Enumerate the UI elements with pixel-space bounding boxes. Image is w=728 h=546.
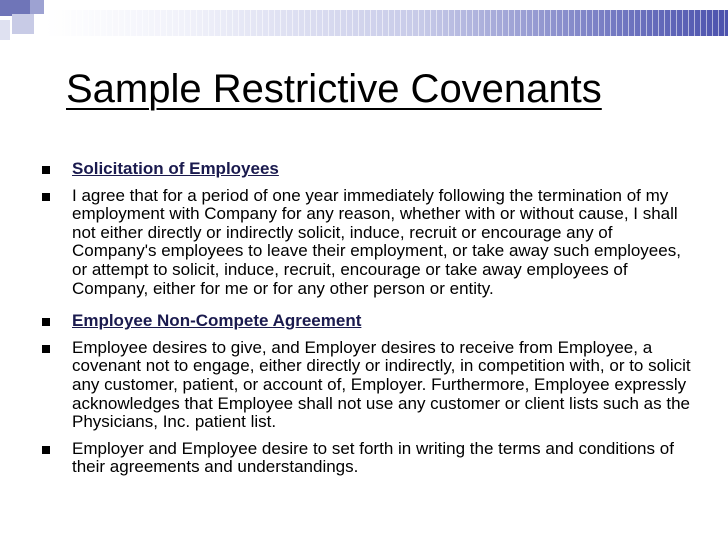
bullet-item-noncompete-body [38, 339, 698, 432]
bullet-item-solicitation-body [38, 187, 698, 299]
square-bullet-icon [42, 193, 50, 201]
square-bullet-icon [42, 318, 50, 326]
bullet-heading-text: Solicitation of Employees [72, 159, 279, 178]
decor-square-3 [12, 14, 34, 34]
bullet-item-solicitation-heading [38, 160, 698, 179]
square-bullet-icon [42, 345, 50, 353]
bullet-body-text: Employee desires to give, and Employer desires to receive from Employee, a covenant not to engage, either directly or indirectly, in competition with, or to solicit any customer, patient, or account of, Employer. Furthermore, Employee expressly acknowledges that Employee shall not use any customer or client lists such as the Physicians, Inc. patient list. [72, 337, 691, 432]
square-bullet-icon [42, 166, 50, 174]
decor-square-2 [30, 0, 44, 14]
slide-title: Sample Restrictive Covenants [66, 67, 602, 111]
top-banner-stripes [46, 10, 728, 36]
bullet-body-text: Employer and Employee desire to set forth in writing the terms and conditions of their agreements and understandings. [72, 438, 674, 477]
square-bullet-icon [42, 446, 50, 454]
bullet-body-text: I agree that for a period of one year immediately following the termination of my employment with Company for any reason, whether with or without cause, I shall not either directly or indirectly solicit, induce, recruit or encourage any of Company's employees to leave their employment, or take away such employees, or attempt to solicit, induce, recruit, encourage or take away employees of Company, either for me or for any other person or entity. [72, 185, 681, 298]
bullet-heading-text: Employee Non-Compete Agreement [72, 311, 362, 331]
bullet-item-noncompete-heading [38, 312, 698, 331]
decor-square-4 [0, 20, 10, 40]
bullet-item-agreement-body [38, 440, 698, 477]
bullet-list [38, 160, 698, 485]
